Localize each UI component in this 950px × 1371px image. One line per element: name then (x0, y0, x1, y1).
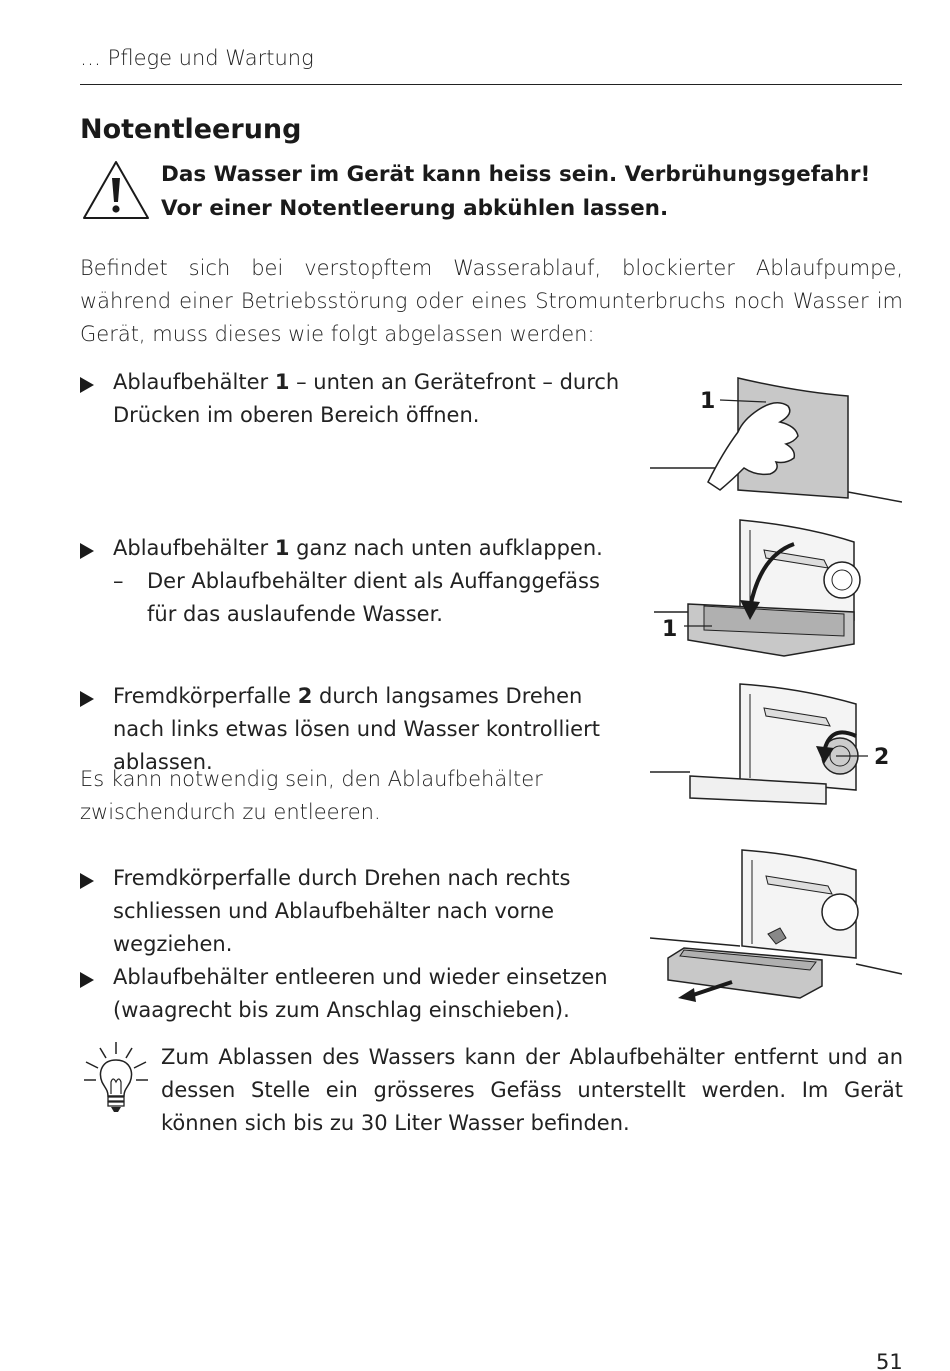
figure-fold-down (654, 516, 904, 664)
step-4 (80, 862, 620, 961)
step-3-ref: 2 (297, 684, 313, 708)
bullet-arrow-icon (80, 873, 94, 889)
step-3-text: Fremdkörperfalle 2 durch langsames Drehen nach links etwas lösen und Wasser kontrolliert ablassen. (113, 684, 600, 774)
header-divider (80, 84, 902, 85)
bullet-arrow-icon (80, 691, 94, 707)
bullet-arrow-icon (80, 377, 94, 393)
substep-dash: – (113, 569, 124, 593)
step-5-text: Ablaufbehälter entleeren und wieder einsetzen (waagrecht bis zum Anschlag einschieben). (113, 965, 608, 1022)
step-5 (80, 961, 620, 1027)
figure-2-label: 1 (662, 617, 678, 642)
warning-triangle-icon (80, 156, 152, 224)
step-2-ref: 1 (274, 536, 290, 560)
substep (113, 565, 613, 631)
warning-line-1: Das Wasser im Gerät kann heiss sein. Verbrühungsgefahr! (161, 162, 871, 187)
figure-1-label: 1 (700, 389, 716, 414)
page-title: Notentleerung (80, 114, 302, 145)
figure-open-container (648, 372, 902, 508)
intro-paragraph: Befindet sich bei verstopftem Wasserablauf, blockierter Ablaufpumpe, während einer Betriebsstörung oder eines Stromunterbruchs noch Wasser im Gerät, muss dieses wie folgt abgelassen werden: (80, 256, 903, 346)
bullet-arrow-icon (80, 543, 94, 559)
page-number: 51 (876, 1350, 903, 1371)
figure-release-trap (650, 680, 902, 812)
figure-remove-container (650, 846, 902, 1006)
bullet-arrow-icon (80, 972, 94, 988)
step-2 (80, 532, 620, 565)
running-header: … Pflege und Wartung (80, 46, 314, 70)
step-1-text: Ablaufbehälter 1 – unten an Gerätefront – durch Drücken im oberen Bereich öffnen. (113, 370, 620, 427)
tip-text: Zum Ablassen des Wassers kann der Ablaufbehälter entfernt und an dessen Stelle ein grösseres Gefäss unterstellt werden. Im Gerät können sich bis zu 30 Liter Wasser befinden. (161, 1045, 903, 1135)
lightbulb-icon (80, 1040, 152, 1114)
step-4-text: Fremdkörperfalle durch Drehen nach rechts schliessen und Ablaufbehälter nach vorne wegziehen. (113, 866, 571, 956)
figure-3-label: 2 (874, 745, 890, 770)
note-paragraph: Es kann notwendig sein, den Ablaufbehälter zwischendurch zu entleeren. (80, 767, 543, 824)
step-2-text: Ablaufbehälter 1 ganz nach unten aufklappen. (113, 536, 603, 560)
warning-line-2: Vor einer Notentleerung abkühlen lassen. (161, 196, 669, 221)
step-1-ref: 1 (274, 370, 290, 394)
step-1 (80, 366, 620, 432)
warning-text (161, 158, 903, 226)
substep-text: Der Ablaufbehälter dient als Auffanggefäss für das auslaufende Wasser. (147, 569, 600, 626)
